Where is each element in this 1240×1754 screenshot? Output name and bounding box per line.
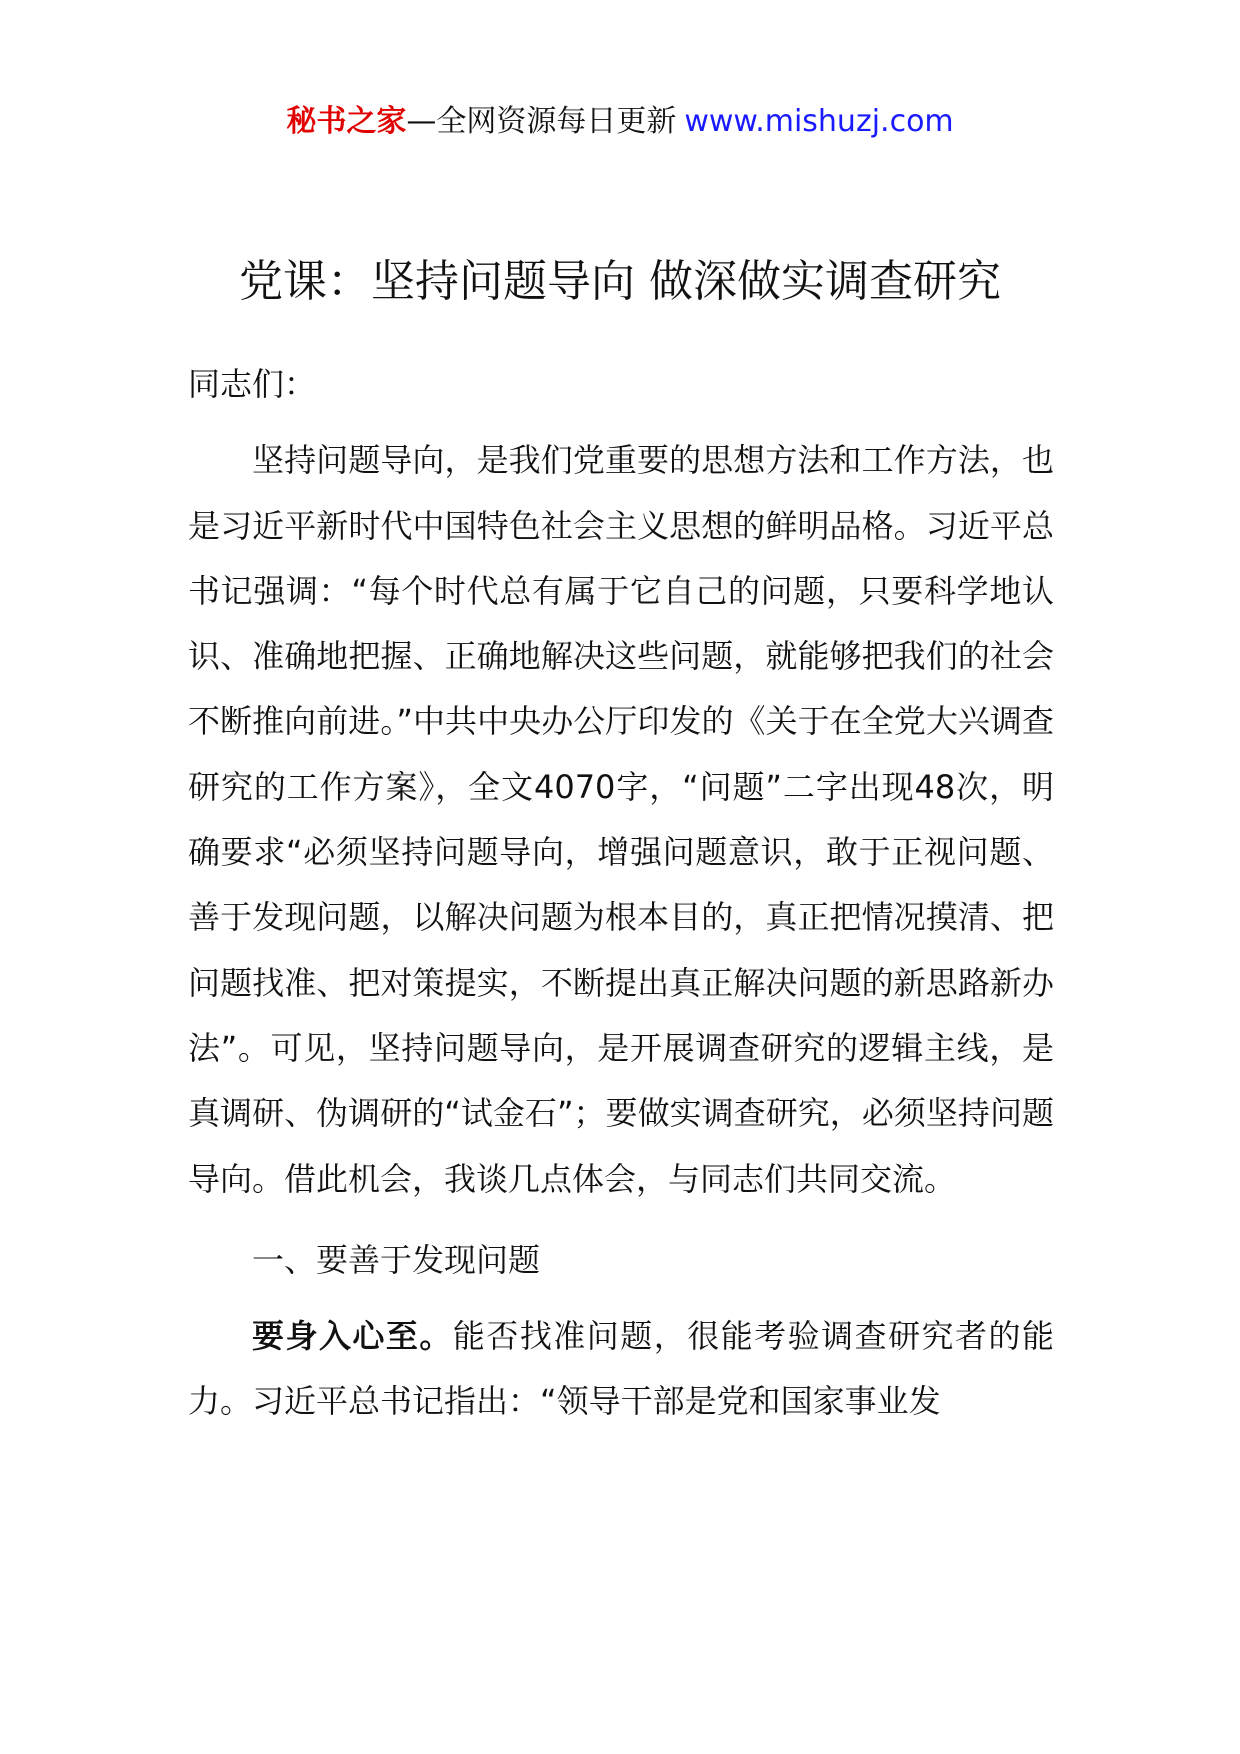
site-brand: 秘书之家 bbox=[286, 104, 407, 139]
site-url-link[interactable]: www.mishuzj.com bbox=[684, 104, 954, 139]
document-body bbox=[188, 352, 1054, 1435]
section-heading-1: 一、要善于发现问题 bbox=[252, 1240, 541, 1279]
paragraph-lead: 要身入心至。 bbox=[252, 1317, 453, 1356]
paragraph-intro: 坚持问题导向，是我们党重要的思想方法和工作方法，也是习近平新时代中国特色社会主义思想的鲜明品格。习近平总书记强调：“每个时代总有属于它自己的问题，只要科学地认识、准确地把握、正确地解决这些问题，就能够把我们的社会不断推向前进。”中共中央办公厅印发的《关于在全党大兴调查研究的工作方案》，全文4070字，“问题”二字出现48次，明确要求“必须坚持问题导向，增强问题意识，敢于正视问题、善于发现问题，以解决问题为根本目的，真正把情况摸清、把问题找准、把对策提实，不断提出真正解决问题的新思路新办法”。可见，坚持问题导向，是开展调查研究的逻辑主线，是真调研、伪调研的“试金石”；要做实调查研究，必须坚持问题导向。借此机会，我谈几点体会，与同志们共同交流。 bbox=[188, 441, 1054, 1198]
greeting: 同志们： bbox=[188, 365, 317, 403]
document-title: 党课：坚持问题导向 做深做实调查研究 bbox=[239, 256, 1001, 307]
paragraph-body: 能否找准问题，很能考验调查研究者的能力。习近平总书记指出：“领导干部是党和国家事业发 bbox=[188, 1317, 1054, 1421]
site-slogan: —全网资源每日更新 bbox=[406, 104, 677, 139]
paragraph-section-1 bbox=[188, 1304, 1054, 1435]
site-header bbox=[0, 100, 1240, 144]
